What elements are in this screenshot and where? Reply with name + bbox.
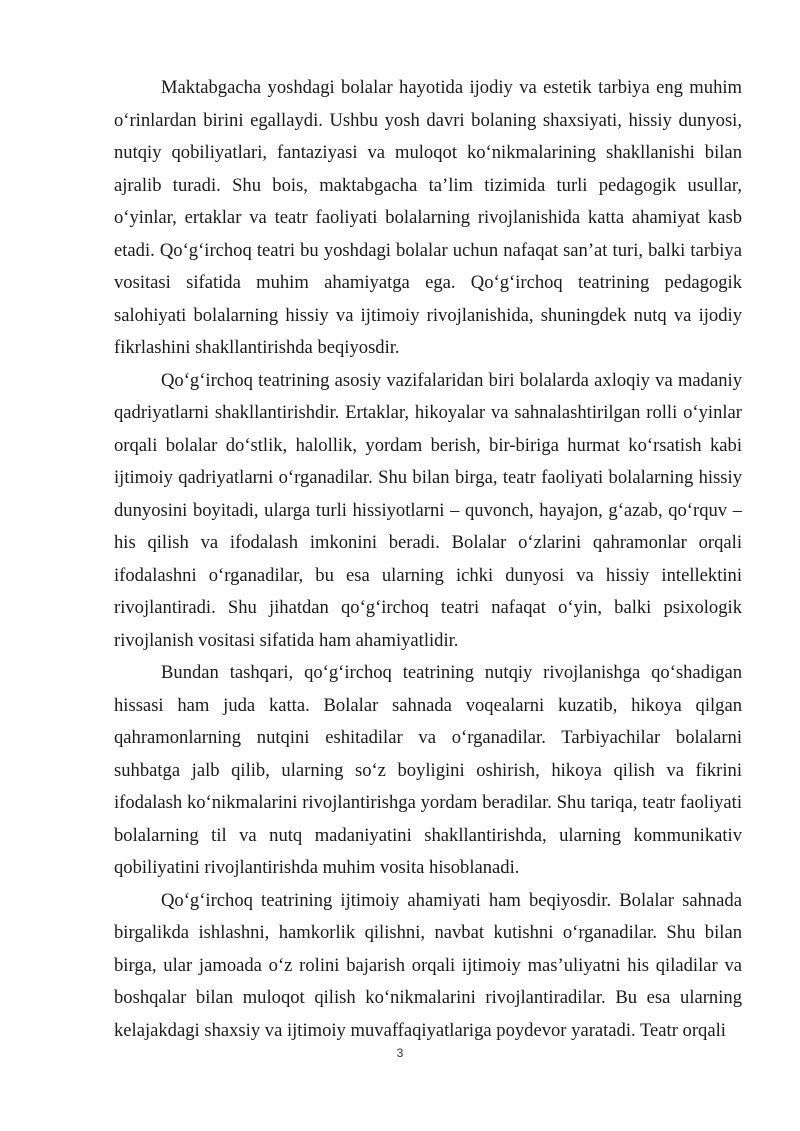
- paragraph-4: Qo‘g‘irchoq teatrining ijtimoiy ahamiyati ham beqiyosdir. Bolalar sahnada birgalikda ishlashni, hamkorlik qilishni, navbat kutishni o‘rganadilar. Shu bilan birga, ular jamoada o‘z rolini bajarish orqali ijtimoiy mas’uliyatni his qiladilar va boshqalar bilan muloqot qilish ko‘nikmalarini rivojlantiradilar. Bu esa ularning kelajakdagi shaxsiy va ijtimoiy muvaffaqiyatlariga poydevor yaratadi. Teatr orqali: [114, 889, 742, 1041]
- document-body: [114, 72, 742, 1047]
- page-number: 3: [396, 1046, 404, 1060]
- paragraph-1: Maktabgacha yoshdagi bolalar hayotida ijodiy va estetik tarbiya eng muhim o‘rinlardan birini egallaydi. Ushbu yosh davri bolaning shaxsiyati, hissiy dunyosi, nutqiy qobiliyatlari, fantaziyasi va muloqot ko‘nikmalarining shakllanishi bilan ajralib turadi. Shu bois, maktabgacha ta’lim tizimida turli pedagogik usullar, o‘yinlar, ertaklar va teatr faoliyati bolalarning rivojlanishida katta ahamiyat kasb etadi. Qo‘g‘irchoq teatri bu yoshdagi bolalar uchun nafaqat san’at turi, balki tarbiya vositasi sifatida muhim ahamiyatga ega. Qo‘g‘irchoq teatrining pedagogik salohiyati bolalarning hissiy va ijtimoiy rivojlanishida, shuningdek nutq va ijodiy fikrlashini shakllantirishda beqiyosdir.: [114, 77, 742, 358]
- paragraph-2: Qo‘g‘irchoq teatrining asosiy vazifalaridan biri bolalarda axloqiy va madaniy qadriyatlarni shakllantirishdir. Ertaklar, hikoyalar va sahnalashtirilgan rolli o‘yinlar orqali bolalar do‘stlik, halollik, yordam berish, bir-biriga hurmat ko‘rsatish kabi ijtimoiy qadriyatlarni o‘rganadilar. Shu bilan birga, teatr faoliyati bolalarning hissiy dunyosini boyitadi, ularga turli hissiyotlarni – quvonch, hayajon, g‘azab, qo‘rquv – his qilish va ifodalash imkonini beradi. Bolalar o‘zlarini qahramonlar orqali ifodalashni o‘rganadilar, bu esa ularning ichki dunyosi va hissiy intellektini rivojlantiradi. Shu jihatdan qo‘g‘irchoq teatri nafaqat o‘yin, balki psixologik rivojlanish vositasi sifatida ham ahamiyatlidir.: [114, 369, 742, 651]
- paragraph-3: Bundan tashqari, qo‘g‘irchoq teatrining nutqiy rivojlanishga qo‘shadigan hissasi ham juda katta. Bolalar sahnada voqealarni kuzatib, hikoya qilgan qahramonlarning nutqini eshitadilar va o‘rganadilar. Tarbiyachilar bolalarni suhbatga jalb qilib, ularning so‘z boyligini oshirish, hikoya qilish va fikrini ifodalash ko‘nikmalarini rivojlantirishga yordam beradilar. Shu tariqa, teatr faoliyati bolalarning til va nutq madaniyatini shakllantirishda, ularning kommunikativ qobiliyatini rivojlantirishda muhim vosita hisoblanadi.: [114, 662, 742, 878]
